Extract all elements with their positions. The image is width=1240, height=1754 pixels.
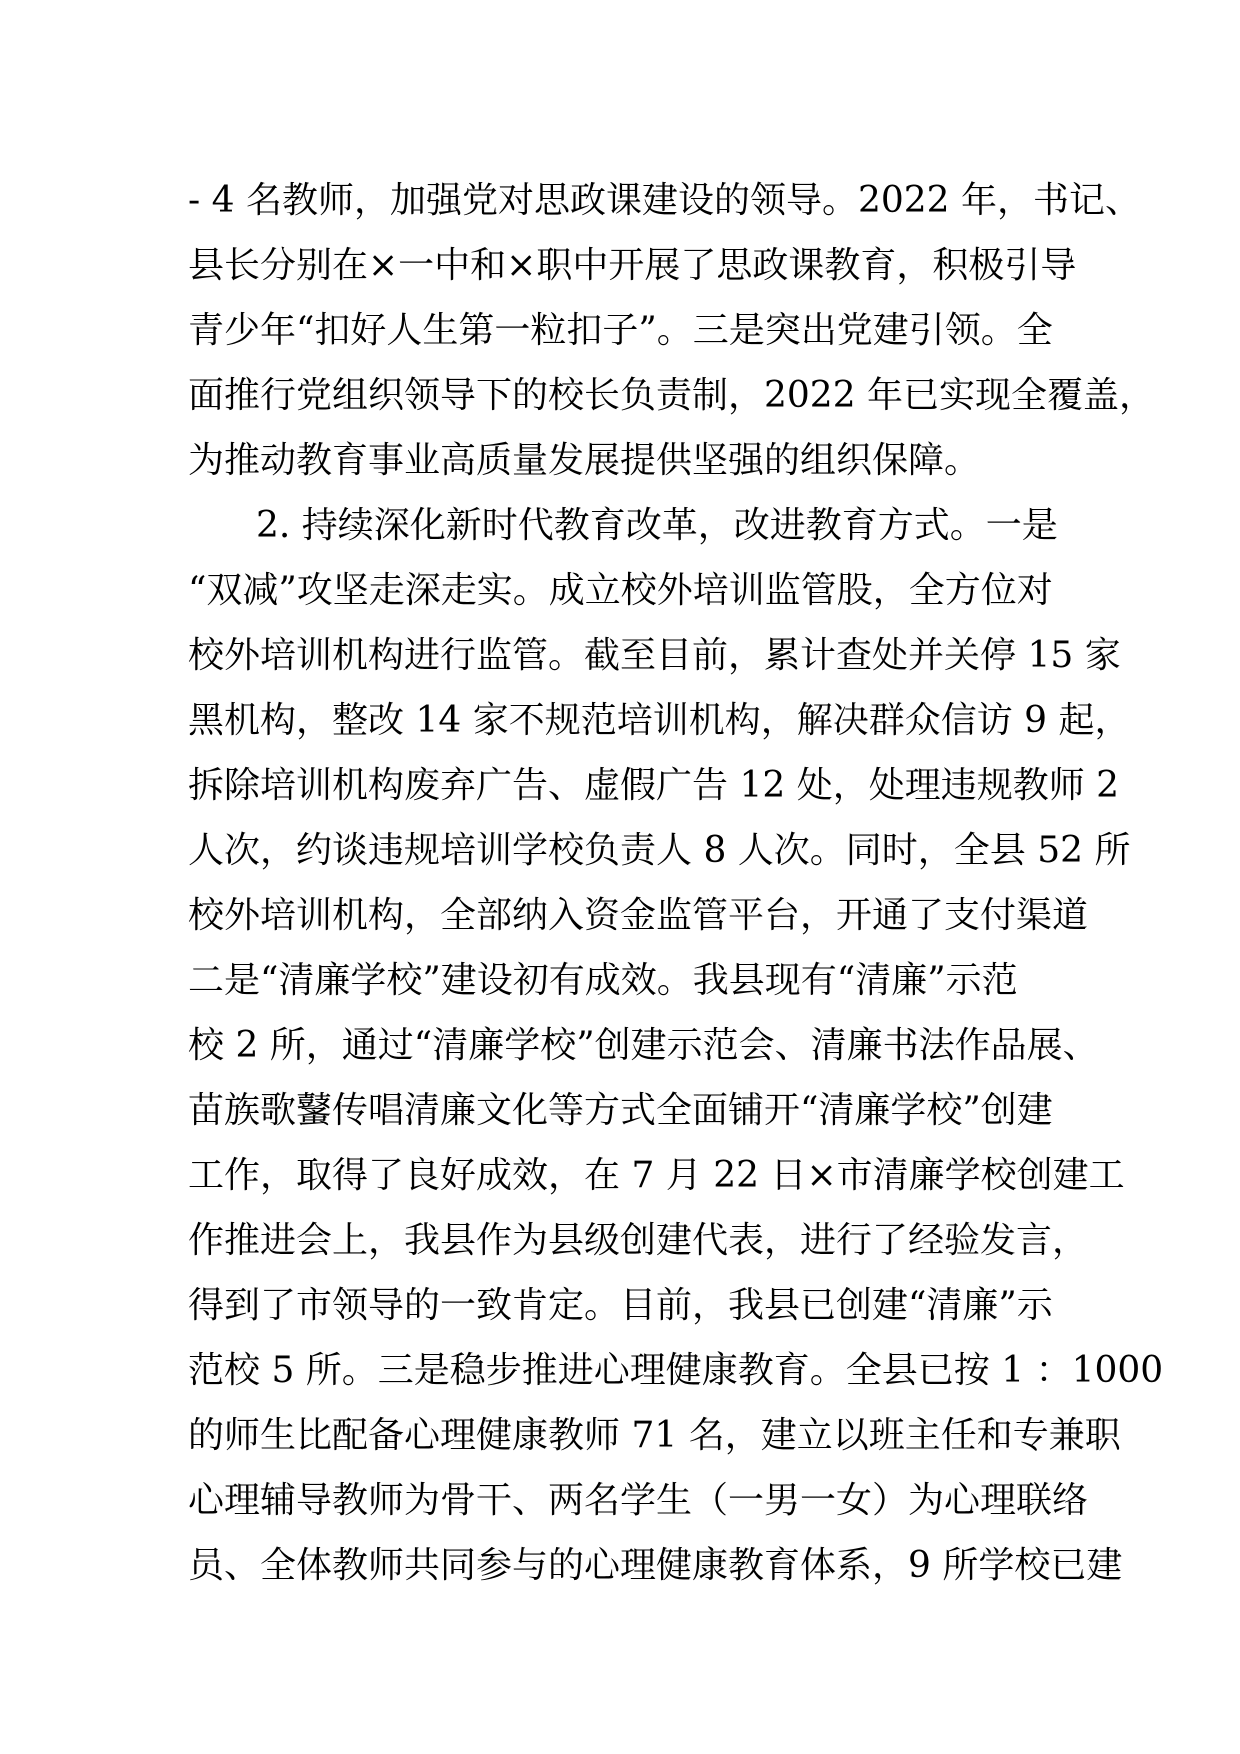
paragraph-start-line: 2. 持续深化新时代教育改革，改进教育方式。一是 <box>256 505 1058 546</box>
text-line: 二是“清廉学校”建设初有成效。我县现有“清廉”示范 <box>188 960 1018 1001</box>
text-line: 拆除培训机构废弃广告、虚假广告 12 处，处理违规教师 2 <box>188 765 1120 806</box>
body-text <box>188 168 1164 1598</box>
text-line: 作推进会上，我县作为县级创建代表，进行了经验发言， <box>188 1220 1089 1261</box>
text-line: 黑机构，整改 14 家不规范培训机构，解决群众信访 9 起， <box>188 700 1131 741</box>
text-line: 心理辅导教师为骨干、两名学生（一男一女）为心理联络 <box>188 1480 1089 1521</box>
text-line: 员、全体教师共同参与的心理健康教育体系，9 所学校已建 <box>188 1545 1123 1586</box>
text-line: 范校 5 所。三是稳步推进心理健康教育。全县已按 1 ：1000 <box>188 1350 1164 1391</box>
text-line: 面推行党组织领导下的校长负责制，2022 年已实现全覆盖， <box>188 375 1156 416</box>
text-line: 得到了市领导的一致肯定。目前，我县已创建“清廉”示 <box>188 1285 1053 1326</box>
text-line: 青少年“扣好人生第一粒扣子”。三是突出党建引领。全 <box>188 310 1053 351</box>
text-line: 苗族歌鼜传唱清廉文化等方式全面铺开“清廉学校”创建 <box>188 1090 1053 1131</box>
text-line: 为推动教育事业高质量发展提供坚强的组织保障。 <box>188 440 981 481</box>
text-line: 校外培训机构进行监管。截至目前，累计查处并关停 15 家 <box>188 635 1121 676</box>
text-line: 的师生比配备心理健康教师 71 名，建立以班主任和专兼职 <box>188 1415 1121 1456</box>
text-line: 人次，约谈违规培训学校负责人 8 人次。同时，全县 52 所 <box>188 830 1131 871</box>
text-line: 校外培训机构，全部纳入资金监管平台，开通了支付渠道 <box>188 895 1089 936</box>
text-line: - 4 名教师，加强党对思政课建设的领导。2022 年，书记、 <box>188 180 1142 221</box>
text-line: 县长分别在×一中和×职中开展了思政课教育，积极引导 <box>188 245 1077 286</box>
text-line: 工作，取得了良好成效，在 7 月 22 日×市清廉学校创建工 <box>188 1155 1125 1196</box>
text-line: “双减”攻坚走深走实。成立校外培训监管股，全方位对 <box>188 570 1053 611</box>
text-line: 校 2 所，通过“清廉学校”创建示范会、清廉书法作品展、 <box>188 1025 1099 1066</box>
